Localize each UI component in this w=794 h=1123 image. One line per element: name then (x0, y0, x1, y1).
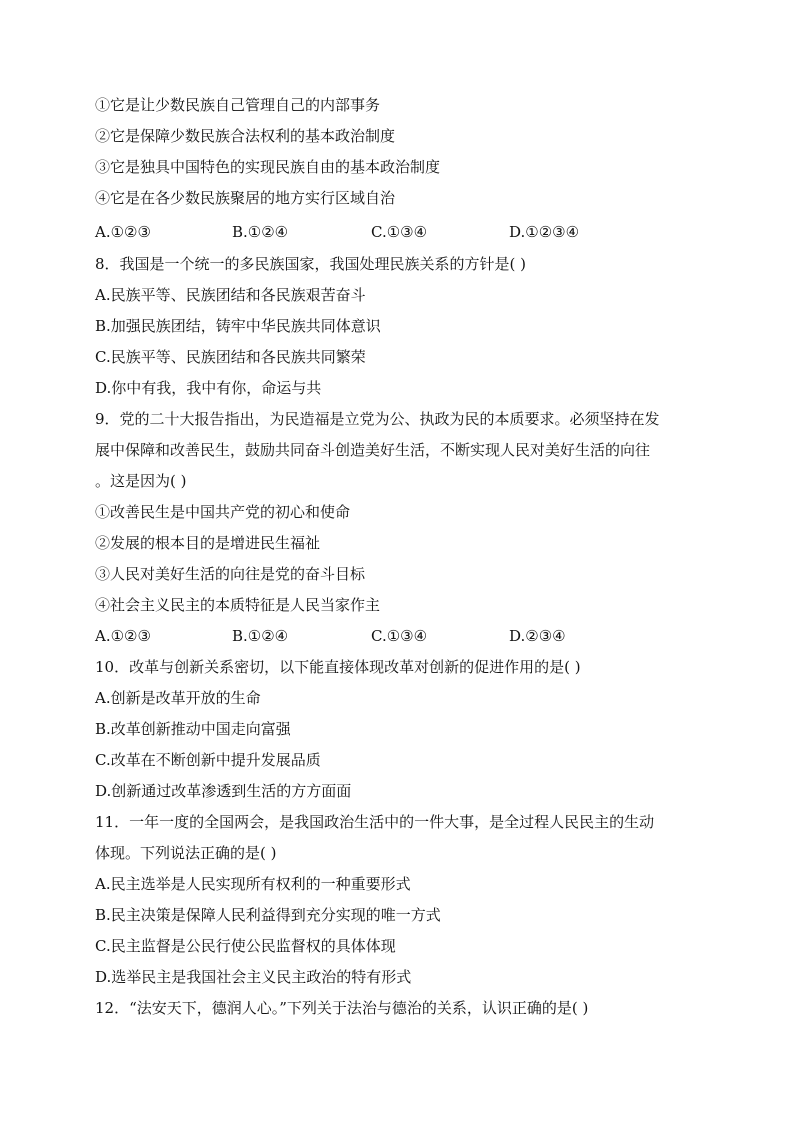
q9-item-2: ②发展的根本目的是增进民生福祉 (95, 534, 321, 552)
q8-option-c: C.民族平等、民族团结和各民族共同繁荣 (95, 348, 366, 366)
q8-option-a: A.民族平等、民族团结和各民族艰苦奋斗 (95, 286, 366, 304)
q9-stem-line-2: 展中保障和改善民生，鼓励共同奋斗创造美好生活，不断实现人民对美好生活的向往 (95, 441, 651, 459)
q7-item-2: ②它是保障少数民族合法权利的基本政治制度 (95, 127, 396, 145)
q7-item-1: ①它是让少数民族自己管理自己的内部事务 (95, 96, 381, 114)
q11-option-c: C.民主监督是公民行使公民监督权的具体体现 (95, 937, 396, 955)
q10-stem: 10．改革与创新关系密切，以下能直接体现改革对创新的促进作用的是( ) (95, 658, 581, 676)
q7-option-d: D.①②③④ (509, 223, 580, 241)
q7-item-4: ④它是在各少数民族聚居的地方实行区域自治 (95, 189, 396, 207)
q11-option-b: B.民主决策是保障人民利益得到充分实现的唯一方式 (95, 906, 441, 924)
q11-stem-line-1: 11．一年一度的全国两会，是我国政治生活中的一件大事，是全过程人民民主的生动 (95, 813, 655, 831)
q7-item-3: ③它是独具中国特色的实现民族自由的基本政治制度 (95, 158, 441, 176)
q10-option-c: C.改革在不断创新中提升发展品质 (95, 751, 321, 769)
q9-item-4: ④社会主义民主的本质特征是人民当家作主 (95, 596, 381, 614)
q9-item-1: ①改善民生是中国共产党的初心和使命 (95, 503, 351, 521)
q9-options (95, 626, 715, 646)
q7-option-c: C.①③④ (371, 223, 428, 241)
q9-item-3: ③人民对美好生活的向往是党的奋斗目标 (95, 565, 366, 583)
q11-stem-line-2: 体现。下列说法正确的是( ) (95, 844, 277, 862)
q9-option-c: C.①③④ (371, 627, 428, 645)
q9-option-d: D.②③④ (509, 627, 566, 645)
q9-stem-line-1: 9．党的二十大报告指出，为民造福是立党为公、执政为民的本质要求。必须坚持在发 (95, 410, 660, 428)
q12-stem: 12．“法安天下，德润人心。”下列关于法治与德治的关系，认识正确的是( ) (95, 999, 589, 1017)
q11-option-a: A.民主选举是人民实现所有权利的一种重要形式 (95, 875, 411, 893)
q8-stem: 8．我国是一个统一的多民族国家，我国处理民族关系的方针是( ) (95, 255, 527, 273)
q8-option-d: D.你中有我，我中有你，命运与共 (95, 379, 322, 397)
q9-stem-line-3: 。这是因为( ) (95, 472, 187, 490)
q10-option-d: D.创新通过改革渗透到生活的方方面面 (95, 782, 352, 800)
q7-option-a: A.①②③ (95, 223, 151, 241)
q11-option-d: D.选举民主是我国社会主义民主政治的特有形式 (95, 968, 412, 986)
q9-option-a: A.①②③ (95, 627, 151, 645)
q7-option-b: B.①②④ (232, 223, 289, 241)
q10-option-b: B.改革创新推动中国走向富强 (95, 720, 291, 738)
q7-options (95, 222, 715, 242)
q8-option-b: B.加强民族团结，铸牢中华民族共同体意识 (95, 317, 381, 335)
q10-option-a: A.创新是改革开放的生命 (95, 689, 261, 707)
q9-option-b: B.①②④ (232, 627, 289, 645)
